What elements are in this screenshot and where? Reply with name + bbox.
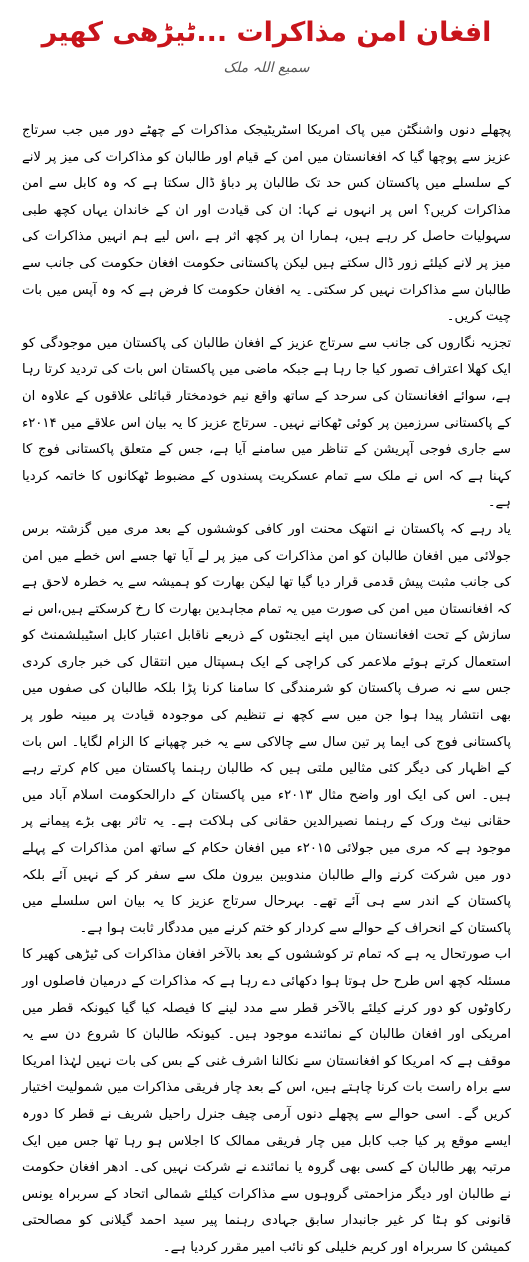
article-paragraph: یاد رہے کہ پاکستان نے انتھک محنت اور کافی کوششوں کے بعد مری میں گزشتہ برس جولائی میں افغان طالبان کو امن مذاکرات کی میز پر لے آیا تھا جسے اس خطے میں امن کی جانب مثبت پیش قدمی قرار دیا گیا تھا لیکن بھارت کو ہمیشہ سے یہ خطرہ لاحق ہے کہ افغانستان میں امن کی صورت میں یہ تمام مجاہدین بھارت کا رخ کرسکتے ہیں،اس نے سازش کے تحت افغانستان میں اپنے ایجنٹوں کے ذریعے ناقابل اعتبار کابل اسٹیبلشمنٹ کو استعمال کرتے ہوئے ملاعمر کی کراچی کے ایک ہسپتال میں انتقال کی خبر جاری کردی جس سے نہ صرف پاکستان کو شرمندگی کا سامنا کرنا پڑا بلکہ طالبان کی صفوں میں بھی انتشار پیدا ہوا جن میں سے کچھ نے تنظیم کی موجودہ قیادت پر مبینہ طور پر پاکستانی فوج کی ایما پر تین سال سے چالاکی سے یہ خبر چھپانے کا الزام لگایا۔ اس بات کے اظہار کی دیگر کئی مثالیں ملتی ہیں کہ طالبان رہنما پاکستان میں کام کرتے رہے ہیں۔ اس کی ایک اور واضح مثال ۲۰۱۳ء میں پاکستان کے دارالحکومت اسلام آباد میں حقانی نیٹ ورک کے رہنما نصیرالدین حقانی کی ہلاکت ہے۔ یہ تاثر بھی بڑے پیمانے پر موجود ہے کہ مری میں جولائی ۲۰۱۵ء میں افغان حکام کے ساتھ امن مذاکرات کے پہلے دور میں شرکت کرنے والے طالبان مندوبین بیرون ملک سے سفر کر کے نہیں آئے بلکہ پاکستان کے اندر سے ہی آئے تھے۔ بہرحال سرتاج عزیز کا یہ بیان اس سلسلے میں پاکستان کے انحراف کے حوالے سے کردار کو ختم کرنے میں مددگار ثابت ہوا ہے۔	[22, 521, 511, 936]
article-paragraph: اب صورتحال یہ ہے کہ تمام تر کوششوں کے بعد بالآخر افغان مذاکرات کی ٹیڑھی کھیر کا مسئلہ کچھ اس طرح حل ہوتا ہوا دکھائی دے رہا ہے کہ مذاکرات کے درمیان فاصلوں اور رکاوٹوں کو دور کرنے کیلئے بالآخر قطر سے مدد لینے کا فیصلہ کیا گیا کیونکہ قطر میں امریکی اور افغان طالبان کے نمائندے موجود ہیں۔ کیونکہ طالبان کا شروع دن سے یہ موقف ہے کہ امریکا کو افغانستان سے نکالنا اشرف غنی کے بس کی بات نہیں لہٰذا امریکا سے براہ راست بات کرنا چاہتے ہیں، اس کے بعد چار فریقی مذاکرات میں شمولیت اختیار کریں گے۔ اسی حوالے سے پچھلے دنوں آرمی چیف جنرل راحیل شریف نے قطر کا دورہ ایسے موقع پر کیا جب کابل میں چار فریقی ممالک کا اجلاس ہو رہا تھا جس میں ایک مرتبہ پھر طالبان کے کسی بھی گروہ یا نمائندے نے شرکت نہیں کی۔ ادھر افغان حکومت نے طالبان اور دیگر مزاحمتی گروہوں سے مذاکرات کیلئے شمالی اتحاد کے سربراہ یونس قانونی کو ہٹا کر غیر جانبدار سابق جہادی رہنما پیر سید احمد گیلانی کو مصالحتی کمیشن کا سربراہ اور کریم خلیلی کو نائب امیر مقرر کردیا ہے۔	[22, 947, 511, 1255]
article-body	[22, 118, 511, 1262]
article-paragraph: تجزیہ نگاروں کی جانب سے سرتاج عزیز کے افغان طالبان کی پاکستان میں موجودگی کو ایک کھلا اعتراف تصور کیا جا رہا ہے جبکہ ماضی میں پاکستان اس بات کی تردید کرتا رہا ہے، سوائے افغانستان کی سرحد کے ساتھ واقع نیم خودمختار قبائلی علاقوں کے علاوہ ان کے پاکستانی سرزمین پر کوئی ٹھکانے نہیں۔ سرتاج عزیز کا یہ بیان اس علاقے میں ۲۰۱۴ء سے جاری فوجی آپریشن کے تناظر میں سامنے آیا ہے، جس کے متعلق پاکستانی فوج کا کہنا ہے کہ اس نے ملک سے تمام عسکریت پسندوں کے مضبوط ٹھکانوں کا خاتمہ کردیا ہے۔	[22, 335, 511, 511]
author-byline: سمیع اللہ ملک	[223, 60, 310, 76]
article-headline: افغان امن مذاکرات ...ٹیڑھی کھیر	[41, 17, 492, 48]
article-paragraph: پچھلے دنوں واشنگٹن میں پاک امریکا اسٹریٹیجک مذاکرات کے چھٹے دور میں جب سرتاج عزیز سے پوچھا گیا کہ افغانستان میں امن کے قیام اور طالبان کو مذاکرات کی میز پر لانے کے سلسلے میں پاکستان کس حد تک طالبان پر دباؤ ڈال سکتا ہے کہ وہ کابل سے امن مذاکرات کریں؟ اس پر انہوں نے کہا: ان کی قیادت اور ان کے خاندان یہاں کچھ طبی سہولیات حاصل کر رہے ہیں، ہمارا ان پر کچھ اثر ہے ،اس لیے ہم انہیں مذاکرات کی میز پر لانے کیلئے زور ڈال سکتے ہیں لیکن پاکستانی حکومت افغان حکومت کی جانب سے طالبان سے مذاکرات نہیں کر سکتی۔ یہ افغان حکومت کا فرض ہے کہ وہ آپس میں بات چیت کریں۔	[22, 123, 511, 325]
